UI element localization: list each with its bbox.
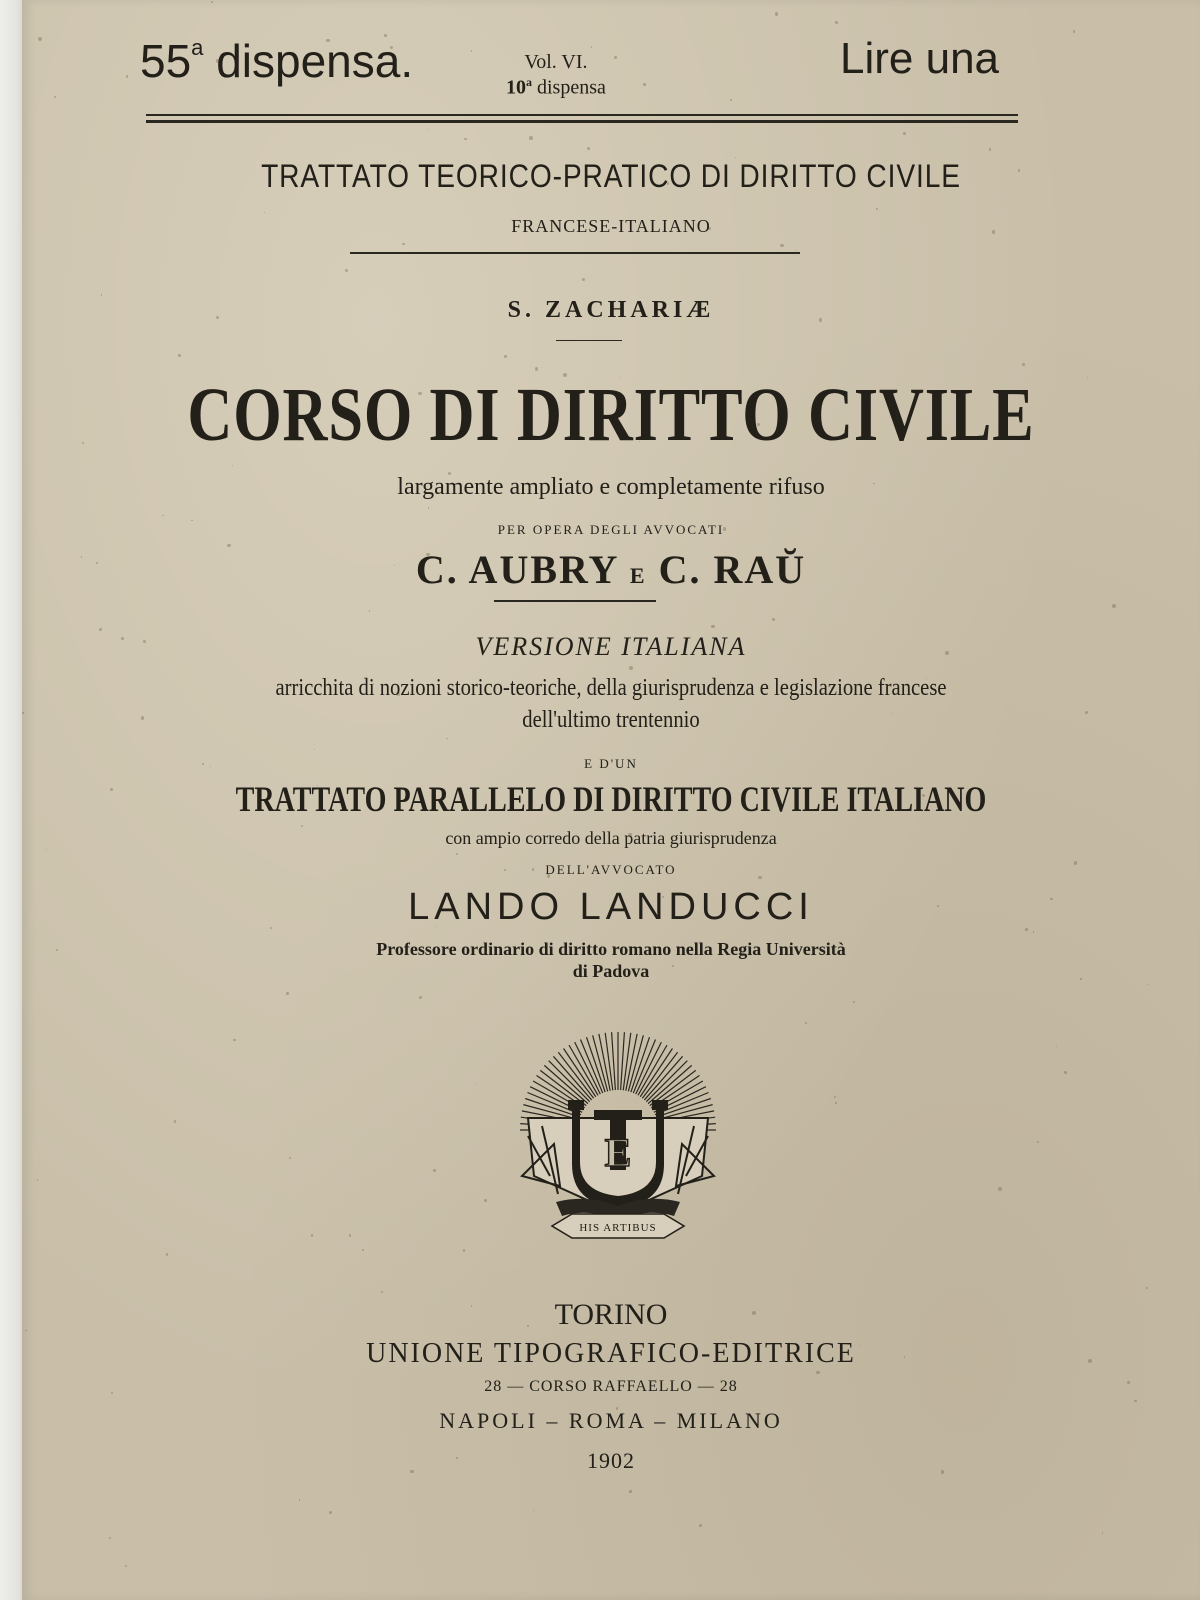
- paper-speck: [587, 147, 590, 150]
- e-dun-label: E D'UN: [584, 756, 638, 771]
- paper-speck: [780, 244, 784, 248]
- editor-role: [22, 938, 1200, 982]
- paper-speck: [1064, 1071, 1066, 1073]
- version-heading: VERSIONE ITALIANA: [475, 632, 747, 661]
- publisher-city: TORINO: [554, 1298, 668, 1331]
- paper-speck: [711, 625, 715, 629]
- editor-role-line-2: di Padova: [572, 961, 650, 981]
- paper-speck: [998, 1187, 1002, 1191]
- paper-speck: [1022, 363, 1025, 366]
- paper-speck: [264, 212, 265, 213]
- paper-speck: [535, 367, 539, 371]
- paper-speck: [419, 996, 422, 999]
- paper-speck: [591, 46, 592, 47]
- header-rule-top: [146, 114, 1018, 116]
- paper-speck: [464, 138, 467, 141]
- volume-dispensa-sup: a: [526, 75, 532, 89]
- paper-speck: [463, 1249, 465, 1251]
- paper-speck: [805, 1022, 807, 1024]
- paper-speck: [286, 992, 288, 994]
- paper-speck: [301, 825, 303, 827]
- paper-speck: [1102, 1532, 1103, 1533]
- version-description: [104, 672, 1117, 736]
- paper-speck: [1037, 1141, 1039, 1143]
- paper-speck: [816, 1371, 820, 1375]
- paper-speck: [232, 465, 233, 466]
- paper-speck: [903, 132, 906, 135]
- issue-number-sup: a: [191, 34, 204, 60]
- paper-speck: [484, 1199, 487, 1202]
- paper-speck: [37, 1179, 38, 1180]
- volume-dispensa: [506, 72, 606, 98]
- coauthor-first: C. AUBRY: [415, 547, 618, 592]
- publisher-branches: NAPOLI – ROMA – MILANO: [439, 1408, 783, 1433]
- paper-speck: [1033, 931, 1034, 932]
- paper-speck: [1056, 1046, 1057, 1047]
- series-title: TRATTATO TEORICO-PRATICO DI DIRITTO CIVILE: [261, 158, 961, 194]
- paper-speck: [533, 1510, 534, 1511]
- paper-speck: [174, 1120, 177, 1123]
- paper-speck: [369, 610, 371, 612]
- paper-speck: [504, 355, 506, 357]
- paper-speck: [428, 129, 429, 130]
- paper-speck: [54, 96, 56, 98]
- coauthor-conjunction: E: [629, 563, 647, 588]
- price-label: Lire una: [840, 34, 1000, 83]
- paper-speck: [1073, 30, 1076, 33]
- version-line-2: dell'ultimo trentennio: [522, 707, 700, 733]
- paper-speck: [381, 1291, 383, 1293]
- coauthors-divider: [494, 600, 656, 602]
- paper-speck: [853, 1001, 855, 1003]
- paper-speck: [699, 1524, 702, 1527]
- author-divider: [556, 340, 622, 341]
- series-divider: [350, 252, 800, 254]
- paper-speck: [162, 515, 164, 517]
- paper-speck: [446, 738, 447, 739]
- paper-speck: [835, 1102, 836, 1103]
- coauthor-second: C. RAŬ: [658, 547, 807, 592]
- author-name: S. ZACHARIÆ: [507, 297, 715, 323]
- per-opera-label: PER OPERA DEGLI AVVOCATI: [497, 522, 725, 537]
- editor-name: LANDO LANDUCCI: [408, 886, 814, 928]
- publisher-address: 28 — CORSO RAFFAELLO — 28: [484, 1378, 738, 1395]
- paper-speck: [101, 294, 102, 295]
- version-line-1: arricchita di nozioni storico-teoriche, della giurisprudenza e legislazione francese: [275, 675, 947, 701]
- paper-speck: [772, 618, 775, 621]
- paper-speck: [329, 1511, 332, 1514]
- paper-speck: [475, 1084, 477, 1086]
- paper-speck: [109, 1537, 111, 1539]
- paper-speck: [775, 12, 779, 16]
- paper-speck: [126, 75, 128, 77]
- volume-dispensa-number: 10: [506, 76, 526, 99]
- volume-dispensa-label: dispensa: [537, 76, 606, 99]
- paper-speck: [311, 1234, 313, 1236]
- corredo-text: con ampio corredo della patria giurisprudenza: [445, 828, 777, 848]
- paper-speck: [876, 208, 878, 210]
- title-page: [22, 0, 1200, 1600]
- header-rule-bottom: [146, 120, 1018, 123]
- paper-speck: [428, 507, 430, 509]
- paper-speck: [989, 148, 991, 150]
- volume-label: Vol. VI.: [524, 51, 588, 73]
- emblem-motto: HIS ARTIBUS: [579, 1222, 657, 1234]
- paper-speck: [110, 788, 113, 791]
- paper-speck: [299, 1499, 301, 1501]
- tagline: largamente ampliato e completamente rifuso: [397, 474, 825, 500]
- paper-speck: [1146, 1287, 1148, 1289]
- svg-text:E: E: [604, 1130, 632, 1175]
- paper-speck: [178, 354, 181, 357]
- paper-speck: [471, 50, 473, 52]
- editor-role-line-1: Professore ordinario di diritto romano nella Regia Università: [376, 939, 846, 959]
- main-title: CORSO DI DIRITTO CIVILE: [187, 373, 1035, 457]
- paper-speck: [433, 1169, 436, 1172]
- paper-speck: [211, 1, 212, 2]
- paper-speck: [629, 1490, 632, 1493]
- paper-speck: [345, 269, 348, 272]
- paper-speck: [349, 1234, 351, 1236]
- publication-year: 1902: [587, 1448, 635, 1473]
- paper-speck: [38, 37, 42, 41]
- paper-speck: [233, 1039, 235, 1041]
- publisher-emblem: [498, 1026, 738, 1262]
- paper-speck: [362, 1249, 364, 1251]
- issue-number-value: 55: [140, 35, 192, 87]
- paper-speck: [289, 1157, 291, 1159]
- paper-speck: [22, 712, 24, 714]
- paper-speck: [1134, 1400, 1136, 1402]
- paper-speck: [834, 1096, 837, 1099]
- paper-speck: [1147, 984, 1148, 985]
- parallel-title: TRATTATO PARALLELO DI DIRITTO CIVILE ITALIANO: [235, 779, 987, 819]
- paper-speck: [582, 278, 585, 281]
- dellavvocato-label: DELL'AVVOCATO: [545, 862, 677, 877]
- paper-speck: [314, 749, 315, 750]
- paper-speck: [166, 1253, 168, 1255]
- paper-speck: [1112, 604, 1116, 608]
- paper-speck: [125, 1565, 127, 1567]
- paper-speck: [82, 442, 84, 444]
- series-subtitle: FRANCESE-ITALIANO: [511, 216, 711, 236]
- paper-speck: [99, 628, 102, 631]
- volume-info: [506, 52, 606, 98]
- paper-speck: [456, 853, 458, 855]
- paper-speck: [614, 56, 618, 60]
- paper-speck: [643, 83, 646, 86]
- paper-speck: [529, 136, 533, 140]
- paper-speck: [629, 666, 633, 670]
- publisher-name: UNIONE TIPOGRAFICO-EDITRICE: [366, 1338, 856, 1369]
- paper-speck: [730, 99, 732, 101]
- coauthors: [22, 546, 1200, 593]
- issue-number: [140, 34, 413, 88]
- issue-dispensa-label: dispensa.: [216, 35, 414, 87]
- paper-speck: [835, 21, 838, 24]
- paper-speck: [402, 243, 405, 246]
